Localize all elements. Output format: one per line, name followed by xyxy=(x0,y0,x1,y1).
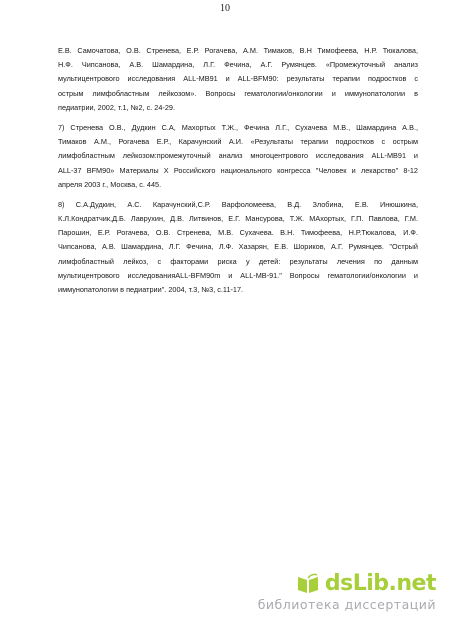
text-line: Е.В. Самочатова, О.В. Стренева, Е.Р. Рогачева, А.М. Тимаков, В.Н Тимофеева, Н.Р. Тюкалова, xyxy=(58,46,418,55)
reference-7 xyxy=(58,121,418,192)
text-line: апреля 2003 г., Москва, с. 445. xyxy=(58,179,162,189)
text-line: К.Л.Кондратчик,Д.Б. Лаврухин, Д.В. Литвинов, Е.Г. Мансурова, Т.Ж. МАхортых, Г.П. Павлова, Г.М. xyxy=(58,214,418,224)
reference-8 xyxy=(58,198,418,297)
text-line: иммунопатологии в педиатрии". 2004, т.3, №3, с.11-17. xyxy=(58,285,244,294)
text-line: острым лимфобластным лейкозом». Вопросы гематологии/онкологии и иммунопатологии в xyxy=(58,88,418,98)
text-line: Тимаков А.М., Рогачева Е.Р., Карачунский А.И. «Результаты терапии подростков с острым xyxy=(58,137,418,147)
text-line: педиатрии, 2002, т.1, №2, с. 24-29. xyxy=(58,102,175,112)
watermark[interactable] xyxy=(258,572,436,612)
text-line: 8) С.А.Дудкин, А.С. Карачунский,С.Р. Варфоломеева, В.Д. Злобина, Е.В. Инюшкина, xyxy=(58,199,418,209)
text-line: лимфобластный лейкоз, с факторами риска у детей: результаты лечения по данным xyxy=(58,256,418,266)
text-line: Чипсанова, А.В. Шамардина, Л.Г. Фечина, Л.Ф. Хазарян, Е.В. Шориков, А.Г. Румянцев. "Острый xyxy=(58,242,418,252)
reference-6-continued xyxy=(58,44,418,115)
text-line: мультицентрового исследования ALL-MB91 и ALL-BFM90: результаты терапии подростков с xyxy=(58,74,418,84)
text-line: 7) Стренева О.В., Дудкин С.А, Махортых Т.Ж., Фечина Л.Г., Сухачева М.В., Шамардина А.В., xyxy=(58,122,418,132)
text-line: ALL-37 BFM90» Материалы X Российского национального конгресса "Человек и лекарство" 8-12 xyxy=(58,165,418,175)
text-line: лимфобластным лейкозом:промежуточный анализ многоцентрового исследования ALL-MB91 и xyxy=(58,151,418,161)
book-icon xyxy=(296,573,320,595)
page-number: 10 xyxy=(220,3,230,14)
text-line: Парошин, Е.Р. Рогачева, О.В. Стренева, М.В. Сухачева. В.Н. Тимофеева, Н.Р.Тюкалова, И.Ф. xyxy=(58,228,418,238)
watermark-logo: dsLib.net xyxy=(324,571,436,596)
text-line: Н.Ф. Чипсанова, А.В. Шамардина, Л.Г. Фечина, А.Г. Румянцев. «Промежуточный анализ xyxy=(58,60,418,70)
watermark-subtitle: библиотека диссертаций xyxy=(257,597,436,612)
references-list xyxy=(58,44,418,297)
text-line: мультицентрового исследованияALL-BFM90m и ALL-MB-91." Вопросы гематологии/онкологии и xyxy=(58,270,418,280)
